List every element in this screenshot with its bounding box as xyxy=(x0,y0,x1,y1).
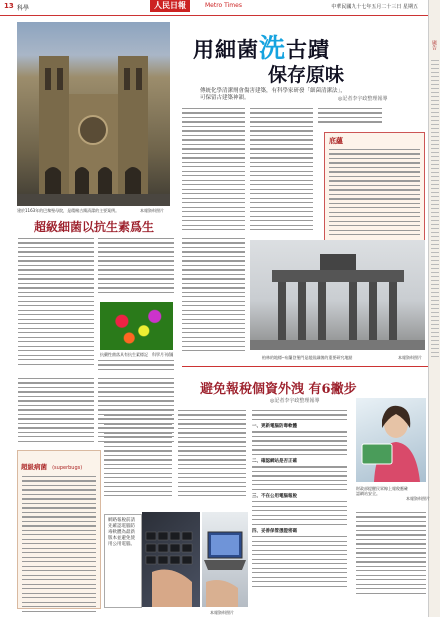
woman-caption: 財政部提醒民眾線上報稅應確認網站安全。 xyxy=(356,486,408,496)
superbug-box xyxy=(17,450,101,609)
main-title-part1: 用細菌 xyxy=(193,37,259,62)
article-body-col1 xyxy=(182,108,245,236)
tip-4: 四、妥善保管憑證密碼 xyxy=(252,529,297,535)
laptop-credit: 本報資料照片 xyxy=(210,610,234,615)
section3-title-b: 有6撇步 xyxy=(308,382,357,397)
woman-icon xyxy=(356,398,426,482)
sidebar-box xyxy=(324,132,425,246)
section-divider xyxy=(182,366,428,367)
woman-photo xyxy=(356,398,426,482)
section-name: 科學 xyxy=(17,5,30,12)
keyboard-icon xyxy=(142,512,200,607)
bacteria-photo xyxy=(100,302,173,350)
section2-title: 超級細菌以抗生素爲生 xyxy=(34,220,155,234)
section2-body-col1 xyxy=(18,238,94,372)
newspaper-logo-sub: Metro Times xyxy=(205,2,242,9)
main-subtitle-2: 可保留古建築神韻。 xyxy=(200,95,250,101)
keyboard-caption-box xyxy=(104,514,142,608)
section3-body-col2 xyxy=(178,410,246,508)
laptop-icon xyxy=(202,512,248,607)
gate-photo xyxy=(250,240,425,350)
keyboard-caption: 網路報稅前請先確認電腦防毒軟體為最新版本並避免使用公用電腦。 xyxy=(108,518,135,547)
superbug-title: 超級病菌 xyxy=(21,463,47,471)
tip-3: 三、不在公用電腦報稅 xyxy=(252,494,297,500)
laptop-photo xyxy=(202,512,248,607)
section2-body-col4 xyxy=(182,238,245,358)
tips-column xyxy=(252,410,347,610)
section3-body-col1 xyxy=(104,410,172,508)
woman-credit: 本報資料照片 xyxy=(406,496,430,501)
right-ad-strip xyxy=(428,0,440,617)
bacteria-caption: 抗藥性菌落具有抗生素標記 xyxy=(100,352,148,357)
gate-caption: 柏林的地標─布蘭登堡門是超級細菌的重要研究地點 xyxy=(262,355,353,360)
superbug-subtitle: (superbugs) xyxy=(52,465,83,471)
issue-date: 中華民國九十七年五月二十三日 星期五 xyxy=(331,4,418,10)
page-number: 13 xyxy=(4,2,14,10)
superbug-text xyxy=(22,476,96,612)
section3-byline: ◎記者李宇政整理報導 xyxy=(270,398,320,404)
main-subtitle-1: 傳統化學清潔劑會傷害建築，有科學家研發「細菌清潔法」， xyxy=(200,88,346,94)
cathedral-credit: 本報資料照片 xyxy=(140,208,164,213)
section3-body-col4 xyxy=(356,512,426,610)
gate-credit: 本報資料照片 xyxy=(398,355,422,360)
section2-body-col5 xyxy=(18,378,94,448)
tip-1: 一、更新電腦防毒軟體 xyxy=(252,424,297,430)
bacteria-credit: 科學月刊/圖 xyxy=(152,352,174,357)
sidebar-box-text xyxy=(329,149,420,235)
section3-title-a: 避免報稅個資外洩 xyxy=(200,382,305,397)
newspaper-logo: 人民日報 xyxy=(150,0,190,12)
main-title-highlight: 洗 xyxy=(259,34,287,64)
section2-body-col2 xyxy=(98,238,174,300)
section3-title xyxy=(200,378,357,397)
main-title-line2: 保存原味 xyxy=(268,64,345,86)
article-body-col3 xyxy=(318,108,382,130)
cathedral-caption: 建於1163年的巴黎聖母院，是精緻古蹟清潔的主要案例。 xyxy=(17,208,120,213)
cathedral-photo xyxy=(17,22,170,206)
article-body-col2 xyxy=(250,108,313,236)
keyboard-photo xyxy=(142,512,200,607)
main-byline: ◎記者李宇政整理報導 xyxy=(338,96,388,102)
sidebar-box-title: 底蘊 xyxy=(329,137,343,145)
ad-label: 廣告 xyxy=(431,40,437,50)
page-header xyxy=(0,0,440,16)
section2-body-col3 xyxy=(98,360,174,378)
cathedral-icon xyxy=(17,22,170,206)
gate-icon xyxy=(250,240,425,350)
tip-2: 二、確認網站是否正確 xyxy=(252,459,297,465)
superbug-header xyxy=(21,454,100,473)
main-title-part3: 古蹟 xyxy=(286,37,331,62)
